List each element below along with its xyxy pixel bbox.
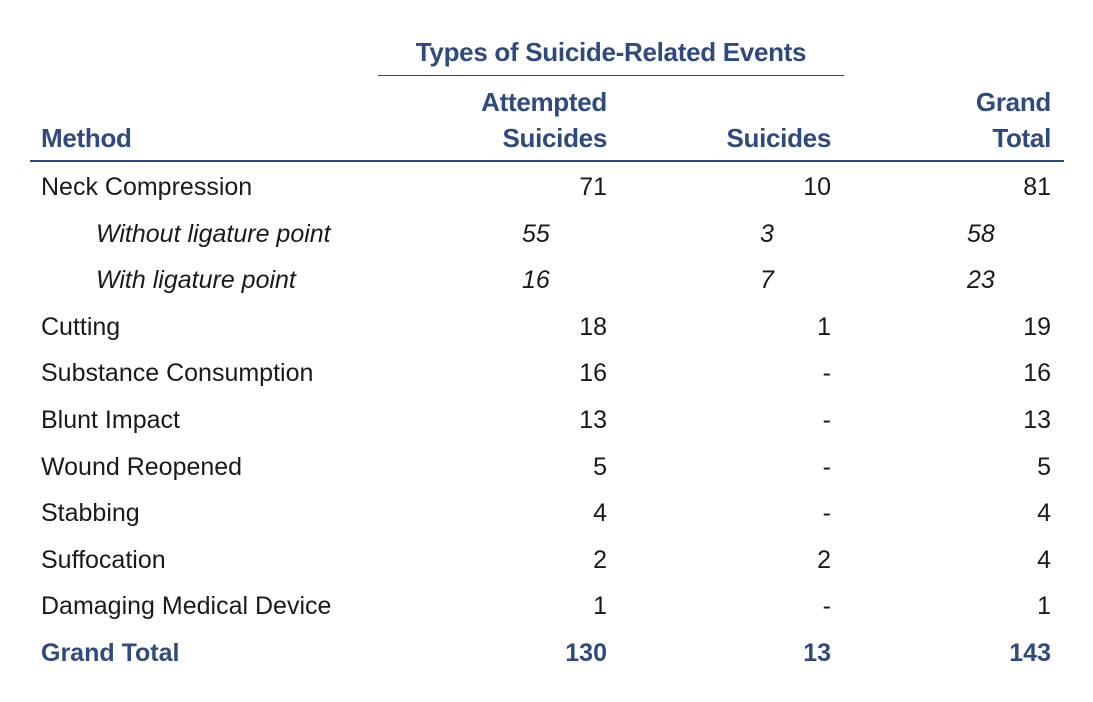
row-method: Substance Consumption — [41, 359, 314, 388]
row-attempted: 16 — [522, 266, 550, 295]
row-total: 81 — [1023, 173, 1051, 201]
grand-total-total: 143 — [1009, 638, 1051, 667]
row-suicides: 7 — [760, 266, 774, 295]
row-method: Cutting — [41, 312, 121, 341]
row-attempted: 16 — [579, 359, 607, 388]
row-suicides: 10 — [803, 173, 831, 201]
header-rule — [30, 160, 1064, 162]
row-total: 19 — [1023, 312, 1051, 341]
column-header-attempted-suicides — [387, 84, 607, 156]
row-total: 58 — [967, 219, 995, 248]
row-attempted: 4 — [593, 499, 607, 528]
grand-total-attempted: 130 — [565, 638, 607, 667]
row-method: Without ligature point — [96, 219, 331, 248]
row-attempted: 18 — [579, 312, 607, 341]
row-attempted: 13 — [579, 405, 607, 434]
row-attempted: 1 — [593, 592, 607, 621]
row-suicides: - — [822, 452, 831, 481]
column-header-grand-total — [891, 84, 1051, 156]
row-suicides: - — [822, 405, 831, 434]
column-header-attempted-line1: Attempted — [481, 87, 607, 117]
grand-total-suicides: 13 — [803, 638, 831, 667]
row-attempted: 2 — [593, 545, 607, 574]
column-header-method: Method — [41, 123, 132, 153]
table-row — [0, 537, 1093, 584]
row-suicides: 2 — [817, 545, 831, 574]
grand-total-row — [0, 630, 1093, 677]
grand-total-label: Grand Total — [41, 638, 180, 667]
row-method: With ligature point — [96, 266, 296, 295]
row-attempted: 55 — [522, 219, 550, 248]
table-row — [0, 350, 1093, 397]
row-total: 4 — [1037, 545, 1051, 574]
table-row — [0, 490, 1093, 537]
row-attempted: 5 — [593, 452, 607, 481]
table-row — [0, 164, 1093, 211]
column-header-attempted-line2: Suicides — [502, 123, 607, 153]
column-header-suicides: Suicides — [726, 123, 831, 153]
row-suicides: 1 — [817, 312, 831, 341]
row-method: Damaging Medical Device — [41, 592, 332, 621]
row-method: Wound Reopened — [41, 452, 243, 481]
row-suicides: - — [822, 499, 831, 528]
row-total: 4 — [1037, 499, 1051, 528]
group-header: Types of Suicide-Related Events — [415, 37, 807, 67]
column-header-grand-line2: Total — [992, 123, 1051, 153]
column-header-grand-line1: Grand — [975, 87, 1051, 117]
row-attempted: 71 — [579, 173, 607, 201]
row-total: 16 — [1023, 359, 1051, 388]
row-method: Neck Compression — [41, 173, 253, 201]
table-row — [0, 211, 1093, 258]
table-row — [0, 444, 1093, 491]
table-body — [0, 164, 1093, 677]
table-row — [0, 257, 1093, 304]
table-row — [0, 397, 1093, 444]
group-header-rule — [378, 75, 844, 76]
row-method: Blunt Impact — [41, 405, 180, 434]
row-suicides: 3 — [760, 219, 774, 248]
row-method: Suffocation — [41, 545, 166, 574]
row-method: Stabbing — [41, 499, 140, 528]
row-total: 23 — [967, 266, 995, 295]
row-suicides: - — [822, 592, 831, 621]
row-suicides: - — [822, 359, 831, 388]
table-row — [0, 583, 1093, 630]
table-row — [0, 304, 1093, 351]
row-total: 1 — [1037, 592, 1051, 621]
row-total: 5 — [1037, 452, 1051, 481]
row-total: 13 — [1023, 405, 1051, 434]
